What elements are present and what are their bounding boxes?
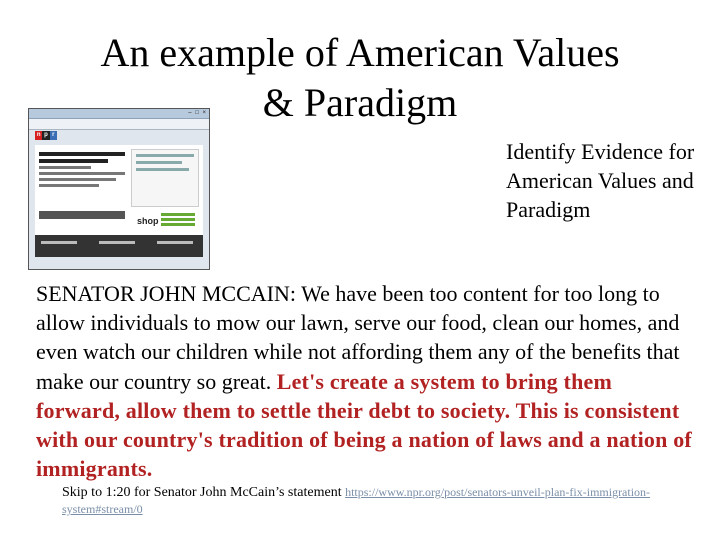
evidence-prompt: Identify Evidence for American Values and Paradigm	[506, 139, 695, 222]
quote-plain-text: SENATOR JOHN MCCAIN: We have been too content for too long to allow individuals to mow our lawn, serve our food, clean our homes, and even watch our children while not affording them any of the benefits that make our country so great.	[36, 281, 680, 394]
npr-logo-letter-n: n	[36, 132, 41, 138]
slide-title-line-2: & Paradigm	[262, 80, 458, 125]
source-link[interactable]: https://www.npr.org/post/senators-unveil-plan-fix-immigration-system#stream/0	[62, 485, 651, 516]
npr-webpage-screenshot	[28, 108, 210, 270]
npr-logo-letter-p: p	[44, 132, 48, 138]
source-footnote	[62, 484, 682, 518]
npr-logo	[35, 131, 57, 140]
article-story	[39, 149, 125, 219]
audio-player	[39, 211, 125, 219]
slide-title-line-1: An example of American Values	[100, 30, 620, 75]
quote-highlighted-text: Let's create a system to bring them forward, allow them to settle their debt to society. This is consistent with our country's tradition of being a nation of laws and a nation of immigrants.	[36, 368, 692, 482]
shop-ad	[137, 211, 197, 229]
browser-titlebar	[29, 109, 209, 119]
browser-toolbar	[29, 119, 209, 130]
article-sidebar	[131, 149, 199, 207]
shop-ad-label: shop	[137, 216, 159, 226]
mccain-quote	[36, 279, 696, 483]
article-bottom-bar	[35, 235, 203, 257]
footnote-text: Skip to 1:20 for Senator John McCain’s statement	[62, 485, 346, 500]
article-content-area	[35, 145, 203, 247]
window-controls-icon: – □ ×	[188, 110, 207, 116]
npr-logo-letter-r: r	[50, 131, 57, 140]
